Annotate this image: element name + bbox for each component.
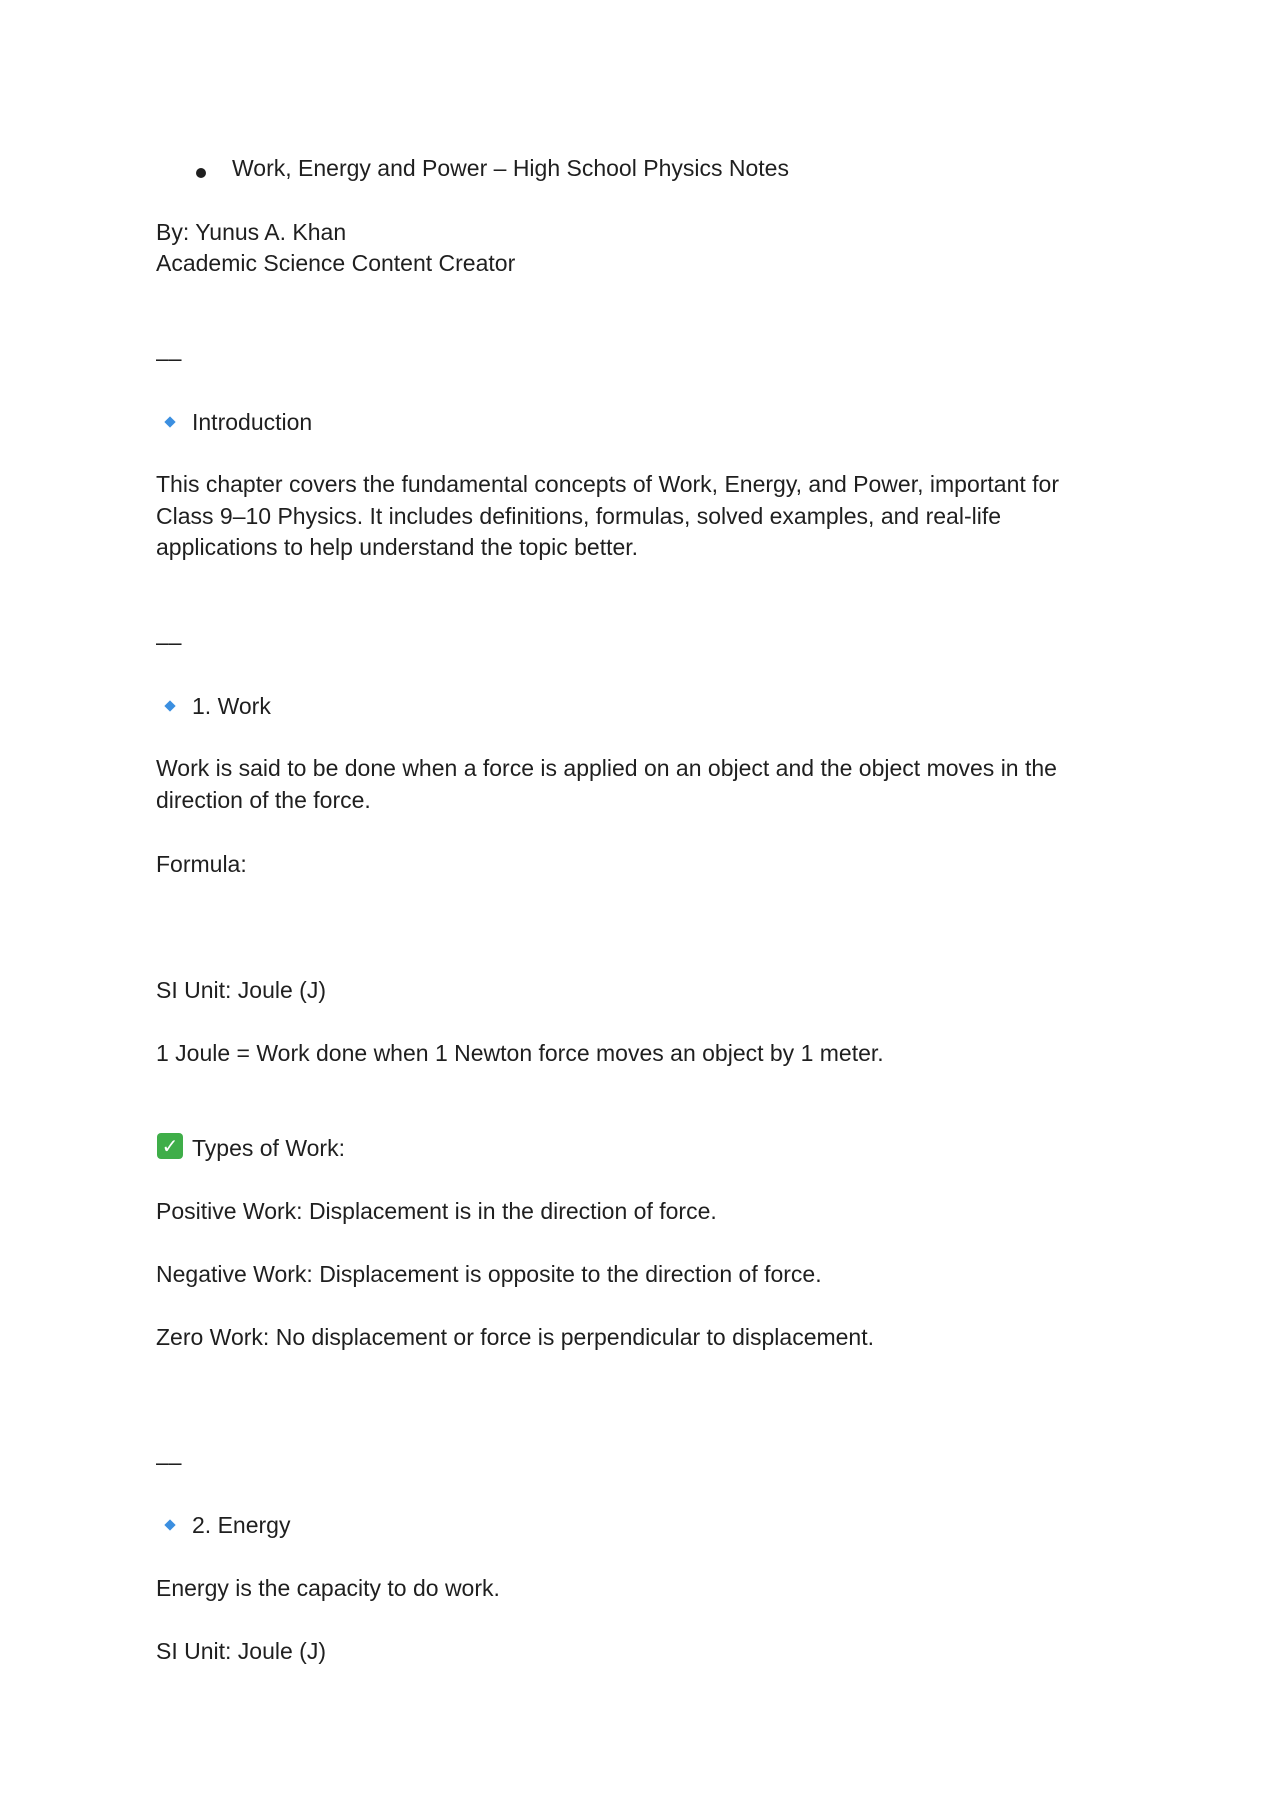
small-blue-diamond-icon — [164, 416, 175, 427]
section-heading-work: 1. Work — [192, 693, 271, 719]
joule-definition: 1 Joule = Work done when 1 Newton force moves an object by 1 meter. — [156, 1040, 884, 1066]
energy-si-unit: SI Unit: Joule (J) — [156, 1638, 326, 1664]
introduction-body: This chapter covers the fundamental concepts of Work, Energy, and Power, important for Class 9–10 Physics. It includes definitions, formulas, solved examples, and real-life applications to help understand the topic better. — [156, 471, 1059, 560]
small-blue-diamond-icon — [164, 700, 175, 711]
work-si-unit: SI Unit: Joule (J) — [156, 977, 326, 1003]
author-role: Academic Science Content Creator — [156, 250, 516, 276]
check-mark-button-icon: ✓ — [157, 1133, 183, 1159]
work-body: Work is said to be done when a force is applied on an object and the object moves in the direction of the force. — [156, 755, 1057, 813]
separator-1: –– — [156, 345, 182, 371]
separator-2: –– — [156, 629, 182, 655]
separator-3: –– — [156, 1449, 182, 1475]
work-type-zero: Zero Work: No displacement or force is perpendicular to displacement. — [156, 1324, 875, 1350]
types-of-work-heading: Types of Work: — [192, 1135, 345, 1161]
work-type-negative: Negative Work: Displacement is opposite to the direction of force. — [156, 1261, 822, 1287]
document-title: Work, Energy and Power – High School Physics Notes — [232, 155, 789, 181]
small-blue-diamond-icon — [164, 1519, 175, 1530]
section-heading-energy: 2. Energy — [192, 1512, 291, 1538]
bullet-dot-icon — [196, 168, 206, 178]
section-heading-introduction: Introduction — [192, 409, 313, 435]
work-formula-label: Formula: — [156, 851, 247, 877]
work-type-positive: Positive Work: Displacement is in the direction of force. — [156, 1198, 717, 1224]
energy-body: Energy is the capacity to do work. — [156, 1575, 500, 1601]
author-line: By: Yunus A. Khan — [156, 219, 347, 245]
